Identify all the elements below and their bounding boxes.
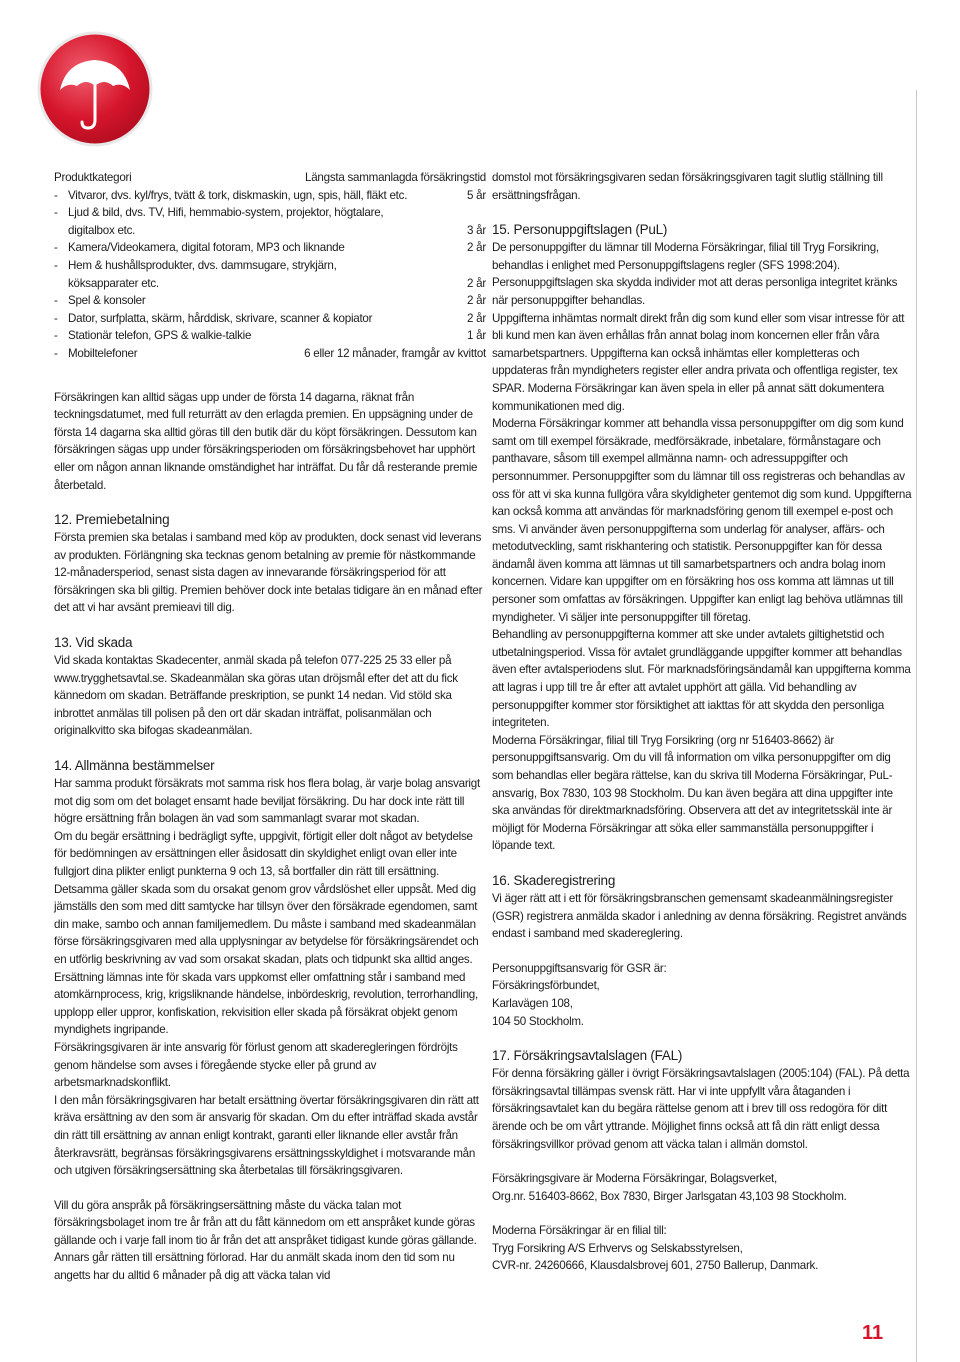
table-row-continued: digitalbox etc. 3 år — [54, 222, 486, 240]
section-15-paragraph: Moderna Försäkringar kommer att behandla vissa personuppgifter om dig som kund samt om till exempel försäkrade, medförsäkrade, inbetalare, förmånstagare och panthavare, såsom till exempel allmänna namn- och adressuppgifter och personnummer. Personuppgifter som du lämnar till oss registreras och behandlas av oss för att vi ska kunna fullgöra våra skyldigheter gentemot dig som kund. Uppgifterna kan också komma att användas för marknadsföring genom till exempel e-post och sms. Vi använder även personuppgifterna som underlag för analyser, affärs- och metodutveckling, samt riskhantering och statistik. Personuppgifter kan för dessa ändamål även komma att lämnas ut till samarbetspartners och andra bolag inom koncernen. Vidare kan uppgifter om en försäkring hos oss komma att lämnas ut till personer som omfattas av försäkringen. Uppgifter kan enligt lag behöva utlämnas till myndigheter. Vi säljer inte personuppgifter till företag. — [492, 417, 912, 624]
table-row: - Vitvaror, dvs. kyl/frys, tvätt & tork, diskmaskin, ugn, spis, häll, fläkt etc. 5 år — [54, 187, 486, 205]
table-row-period: 2 år — [467, 276, 486, 290]
table-row-period: 5 år — [467, 188, 486, 202]
section-12-text: Första premien ska betalas i samband med köp av produkten, dock senast vid leverans av produkten. Förlängning ska tecknas genom betalning av premie för nästkommande 12-månadersperiod, senast sista dagen av innevarande försäkringsperiod för att försäkringen ska bli giltig. Premien behöver dock inte betalas tidigare än en månad efter det att vi har avsänt premieavi till dig. — [54, 531, 483, 615]
table-row: - Stationär telefon, GPS & walkie-talkie 1 år — [54, 327, 486, 345]
insurer-line: Försäkringsgivare är Moderna Försäkringar, Bolagsverket, — [492, 1172, 777, 1186]
section-14-title: 14. Allmänna bestämmelser — [54, 758, 215, 774]
insurer-line: Org.nr. 516403-8662, Box 7830, Birger Jarlsgatan 43,103 98 Stockholm. — [492, 1189, 847, 1203]
table-row: - Kamera/Videokamera, digital fotoram, MP3 och liknande 2 år — [54, 239, 486, 257]
left-column — [54, 169, 486, 1285]
section-15-title: 15. Personuppgiftslagen (PuL) — [492, 222, 668, 238]
page-divider-line — [916, 90, 917, 1362]
right-column — [492, 169, 912, 1275]
gsr-line: Karlavägen 108, — [492, 996, 573, 1010]
section-13-title: 13. Vid skada — [54, 635, 133, 651]
gsr-line: Försäkringsförbundet, — [492, 979, 600, 993]
page-number: 11 — [862, 1322, 884, 1344]
section-12-title: 12. Premiebetalning — [54, 512, 170, 528]
table-row-continued: köksapparater etc. 2 år — [54, 275, 486, 293]
section-15-paragraph: Moderna Försäkringar, filial till Tryg Forsikring (org nr 516403-8662) är personuppgiftsansvarig. Om du vill få information om vilka personuppgifter om dig som behandlas eller begära rättelse, kan du skriva till Moderna Försäkringar, PuL-ansvarig, Box 7830, 103 98 Stockholm. Du kan även begära att dina uppgifter inte ska användas för direktmarknadsföring. Observera att det av integritetsskäl inte är möjligt för Moderna Försäkringar att söka eller sammanställa personuppgifter i löpande text. — [492, 733, 893, 853]
table-header-category: Produktkategori — [54, 171, 132, 184]
section-17-text: För denna försäkring gäller i övrigt Försäkringsavtalslagen (2005:104) (FAL). På detta försäkringsavtal tillämpas svensk rätt. Har vi inte uppfyllt våra åtaganden i försäkringsavtalet kan du begära rättelse genom att i brev till oss redogöra för ditt ärende och be om vårt yttrande. Möjlighet finns också att få din rätt enligt dessa försäkringsvillkor prövad genom att väcka talan i allmän domstol. — [492, 1067, 910, 1151]
section-14-paragraph: Om du begär ersättning i bedrägligt syfte, uppgivit, förtigit eller dolt något av betydelse för bedömningen av ersättningen eller åsidosatt din skyldighet enligt ovan eller inte fullgjort dina plikter enligt punkterna 9 och 13, så bortfaller din rätt till ersättning. Detsamma gäller skada som du orsakat genom grov vårdslöshet eller uppsåt. Med dig jämställs den som med ditt samtycke har tillsyn över den försäkrade egendomen, samt din make, sambo och annan familjemedlem. Du måste i samband med skadeanmälan förse försäkringsgivaren med alla upplysningar av betydelse för försäkringsärendet och en utförlig beskrivning av vad som orsakat skadan, plats och tidpunkt ska alltid anges. — [54, 829, 479, 966]
section-14-paragraph: Försäkringsgivaren är inte ansvarig för förlust genom att skaderegleringen fördröjts genom händelse som avses i föregående stycke eller på grund av arbetsmarknadskonflikt. — [54, 1040, 458, 1090]
table-row-category: Stationär telefon, GPS & walkie-talkie — [68, 329, 252, 343]
section-17-title: 17. Försäkringsavtalslagen (FAL) — [492, 1048, 683, 1064]
cancellation-paragraph: Försäkringen kan alltid sägas upp under de första 14 dagarna, räknat från teckningsdatumet, med full returrätt av den erlagda premien. En uppsägning under de första 14 dagarna ska alltid göras till den butik där du köpt försäkringen. Dessutom kan försäkringen sägas upp under försäkringsperioden om försäkringsbehovet har upphört eller om någon annan liknande omständighet har inträffat. Du får då resterande premie återbetald. — [54, 390, 478, 492]
table-row: - Dator, surfplatta, skärm, hårddisk, skrivare, scanner & kopiator 2 år — [54, 310, 486, 328]
table-row-period: 2 år — [467, 311, 486, 325]
continued-paragraph: domstol mot försäkringsgivaren sedan försäkringsgivaren tagit slutlig ställning till ersättningsfrågan. — [492, 171, 883, 202]
table-row-period: 3 år — [467, 223, 486, 237]
branch-line: Moderna Försäkringar är en filial till: — [492, 1224, 667, 1238]
branch-line: CVR-nr. 24260666, Klausdalsbrovej 601, 2750 Ballerup, Danmark. — [492, 1259, 819, 1273]
umbrella-logo — [36, 30, 154, 148]
section-15-paragraph: De personuppgifter du lämnar till Moderna Försäkringar, filial till Tryg Forsikring, behandlas i enlighet med Personuppgiftslagens regler (SFS 1998:204). Personuppgiftslagen ska skydda individer mot att deras personliga integritet kränks när personuppgifter behandlas. — [492, 241, 898, 307]
table-row-category: Spel & konsoler — [68, 294, 146, 308]
table-row-category: Kamera/Videokamera, digital fotoram, MP3 och liknande — [68, 241, 345, 255]
section-13-text: Vid skada kontaktas Skadecenter, anmäl skada på telefon 077-225 25 33 eller på www.trygghetsavtal.se. Skadeanmälan ska göras utan dröjsmål efter det att du fick kännedom om skadan. Beträffande preskription, se punkt 14 nedan. Vid stöld ska inbrottet anmälas till polisen på den ort där skadan inträffat, polisanmälan och originalkvitto ska bifogas skadeanmälan. — [54, 654, 458, 738]
table-row-period: 6 eller 12 månader, framgår av kvittot — [304, 346, 486, 360]
table-row-period: 2 år — [467, 241, 486, 255]
section-14-paragraph: I den mån försäkringsgivaren har betalt ersättning övertar försäkringsgivaren din rätt att kräva ersättning av den som är ansvarig för skadan. Om du efter inträffad skada avstår din rätt till ersättning av annan enligt kontrakt, garanti eller liknande eller avstår från återkravsrätt, begränsas försäkringsgivarens ersättningsskyldighet i motsvarande mån och utgiven försäkringsersättning ska återbetalas till försäkringsgivaren. — [54, 1093, 479, 1178]
table-row: - Mobiltelefoner 6 eller 12 månader, framgår av kvittot — [54, 345, 486, 363]
branch-line: Tryg Forsikring A/S Erhvervs og Selskabsstyrelsen, — [492, 1241, 743, 1255]
table-row-period: 2 år — [467, 294, 486, 308]
table-row-category: Ljud & bild, dvs. TV, Hifi, hemmabio-system, projektor, högtalare, — [68, 206, 384, 220]
table-header — [54, 169, 486, 187]
section-16-title: 16. Skaderegistrering — [492, 872, 616, 888]
table-row: - Spel & konsoler 2 år — [54, 292, 486, 310]
table-header-period: Längsta sammanlagda försäkringstid — [305, 171, 486, 184]
section-16-text: Vi äger rätt att i ett för försäkringsbranschen gemensamt skadeanmälningsregister (GSR) registrera anmälda skador i anledning av denna försäkring. Registret används endast i samband med skadereglering. — [492, 891, 907, 941]
section-15-paragraph: Behandling av personuppgifterna kommer att ske under avtalets giltighetstid och utbetalningsperiod. Vissa för avtalet grundläggande uppgifter kommer att behandlas även efter avtalsperiodens slut. För marknadsföringsändamål kan uppgifterna komma att lagras i upp till tre år efter att avtalet upphört att gälla. Vid behandling av personuppgifter kommer stor försiktighet att iakttas för att skydda den personliga integriteten. — [492, 628, 911, 730]
table-row: - Ljud & bild, dvs. TV, Hifi, hemmabio-system, projektor, högtalare, — [54, 204, 486, 222]
section-14-paragraph: Ersättning lämnas inte för skada vars uppkomst eller omfattning står i samband med atomkärnprocess, krig, krigsliknande händelse, inbördeskrig, revolution, terrorhandling, upplopp eller uppror, konfiskation, rekvisition eller skada på försäkrat objekt genom myndighets ingripande. — [54, 970, 478, 1037]
gsr-line: 104 50 Stockholm. — [492, 1014, 584, 1028]
table-row-category: Hem & hushållsprodukter, dvs. dammsugare, strykjärn, — [68, 258, 337, 272]
section-14-paragraph: Vill du göra anspråk på försäkringsersättning måste du väcka talan mot försäkringsbolaget inom tre år från att du fått kännedom om ett anspråket kunde göras gällande och i varje fall inom tio år från det att anspråket tidigast kunde göras gällande. Annars går rätten till ersättning förlorad. Har du anmält skada inom den tid som nu angetts har du alltid 6 månader på dig att väcka talan vid — [54, 1198, 477, 1283]
table-row: - Hem & hushållsprodukter, dvs. dammsugare, strykjärn, — [54, 257, 486, 275]
section-15-paragraph: Uppgifterna inhämtas normalt direkt från dig som kund eller som visar intresse för att bli kund men kan även erhållas från annat bolag inom koncernen eller från våra samarbetspartners. Uppgifterna kan också inhämtas eller kompletteras och uppdateras från myndigheters register eller andra privata och offentliga register, tex SPAR. Moderna Försäkringar kan även spela in eller på annat sätt dokumentera kommunikationen med dig. — [492, 311, 905, 413]
table-row-period: 1 år — [467, 329, 486, 343]
table-row-category: Vitvaror, dvs. kyl/frys, tvätt & tork, diskmaskin, ugn, spis, häll, fläkt etc. — [68, 188, 408, 202]
gsr-line: Personuppgiftsansvarig för GSR är: — [492, 961, 667, 975]
table-row-category: Mobiltelefoner — [68, 346, 138, 360]
table-row-category: Dator, surfplatta, skärm, hårddisk, skrivare, scanner & kopiator — [68, 311, 373, 325]
section-14-paragraph: Har samma produkt försäkrats mot samma risk hos flera bolag, är varje bolag ansvarigt mot dig som om det bolaget ensamt hade beviljat försäkring. Du har dock inte rätt till högre ersättning från bolagen än vad som sammanlagt svarar mot skadan. — [54, 777, 480, 826]
